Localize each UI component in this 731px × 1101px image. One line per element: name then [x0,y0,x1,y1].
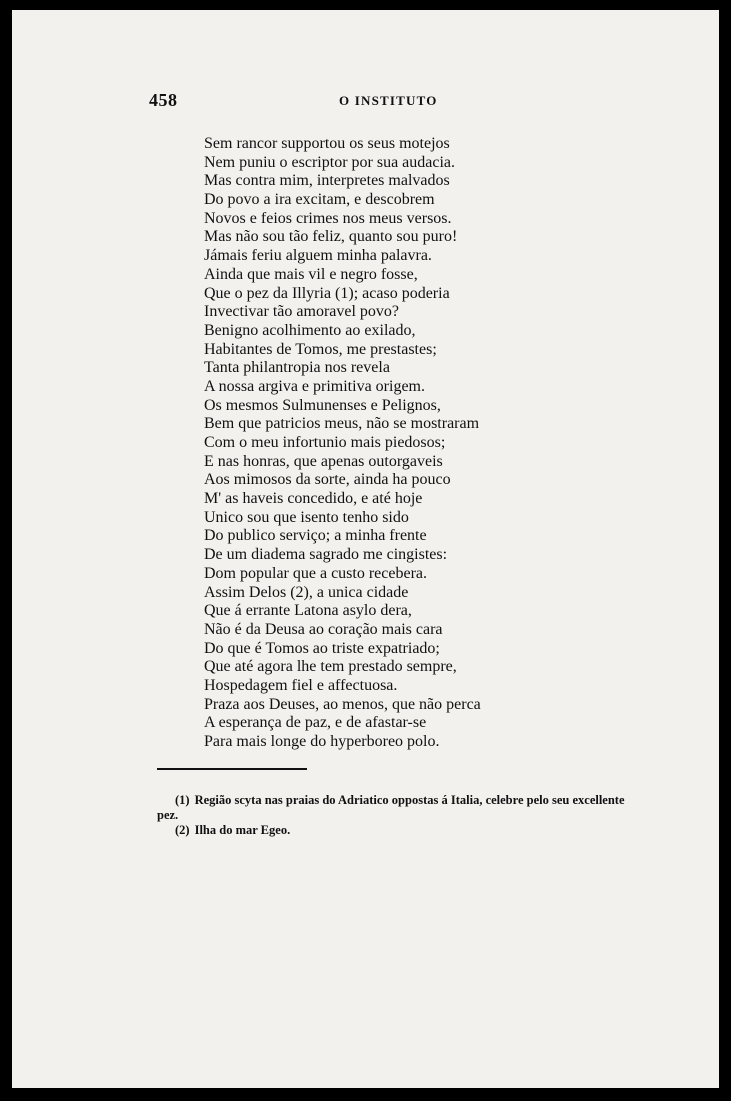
poem-line: A nossa argiva e primitiva origem. [204,377,425,395]
poem-line: Hospedagem fiel e affectuosa. [204,676,398,694]
poem-line: Habitantes de Tomos, me prestastes; [204,340,437,358]
poem-line: M' as haveis concedido, e até hoje [204,490,423,508]
footnote-mark: (2) [175,823,190,837]
poem-line: Unico sou que isento tenho sido [204,508,409,526]
poem [204,135,544,752]
poem-line: De um diadema sagrado me cingistes: [204,546,448,564]
poem-line: Praza aos Deuses, ao menos, que não perca [204,695,481,713]
poem-line: Benigno acolhimento ao exilado, [204,321,416,339]
footnote-text: Região scyta nas praias do Adriatico oppostas á Italia, celebre pelo seu excellente pez. [157,793,625,822]
poem-line: Que até agora lhe tem prestado sempre, [204,658,457,676]
poem-line: Jámais feriu alguem minha palavra. [204,247,432,265]
poem-line: Dom popular que a custo recebera. [204,564,428,582]
poem-line: Que o pez da Illyria (1); acaso poderia [204,284,450,302]
footnote-mark: (1) [175,793,190,807]
footnotes [157,793,627,838]
poem-line: Do que é Tomos ao triste expatriado; [204,639,440,657]
poem-line: Do publico serviço; a minha frente [204,527,427,545]
poem-line: Para mais longe do hyperboreo polo. [204,733,440,750]
poem-line: Nem puniu o escriptor por sua audacia. [204,153,456,171]
footnote-1 [157,793,627,823]
book-page [12,10,719,1088]
poem-line: Sem rancor supportou os seus motejos [204,135,450,152]
poem-line: Novos e feios crimes nos meus versos. [204,209,452,227]
poem-line: Aos mimosos da sorte, ainda ha pouco [204,471,451,489]
page-header [12,90,719,114]
poem-line: Assim Delos (2), a unica cidade [204,583,409,601]
running-title: O INSTITUTO [339,93,438,108]
poem-line: Bem que patricios meus, não se mostraram [204,415,480,433]
poem-line: A esperança de paz, e de afastar-se [204,714,427,732]
footnote-text: Ilha do mar Egeo. [194,823,291,837]
footnote-2 [157,823,627,838]
poem-line: Que á errante Latona asylo dera, [204,602,412,620]
poem-line: Mas não sou tão feliz, quanto sou puro! [204,228,458,246]
page-number: 458 [149,90,178,110]
poem-line: Invectivar tão amoravel povo? [204,303,400,321]
poem-line: Mas contra mim, interpretes malvados [204,172,450,190]
poem-line: Com o meu infortunio mais piedosos; [204,434,446,451]
poem-line: E nas honras, que apenas outorgaveis [204,452,443,470]
poem-line: Não é da Deusa ao coração mais cara [204,620,443,638]
poem-line: Ainda que mais vil e negro fosse, [204,265,418,283]
poem-line: Tanta philantropia nos revela [204,359,390,377]
footnote-divider [157,768,307,770]
poem-line: Os mesmos Sulmunenses e Pelignos, [204,396,441,414]
poem-line: Do povo a ira excitam, e descobrem [204,191,435,209]
